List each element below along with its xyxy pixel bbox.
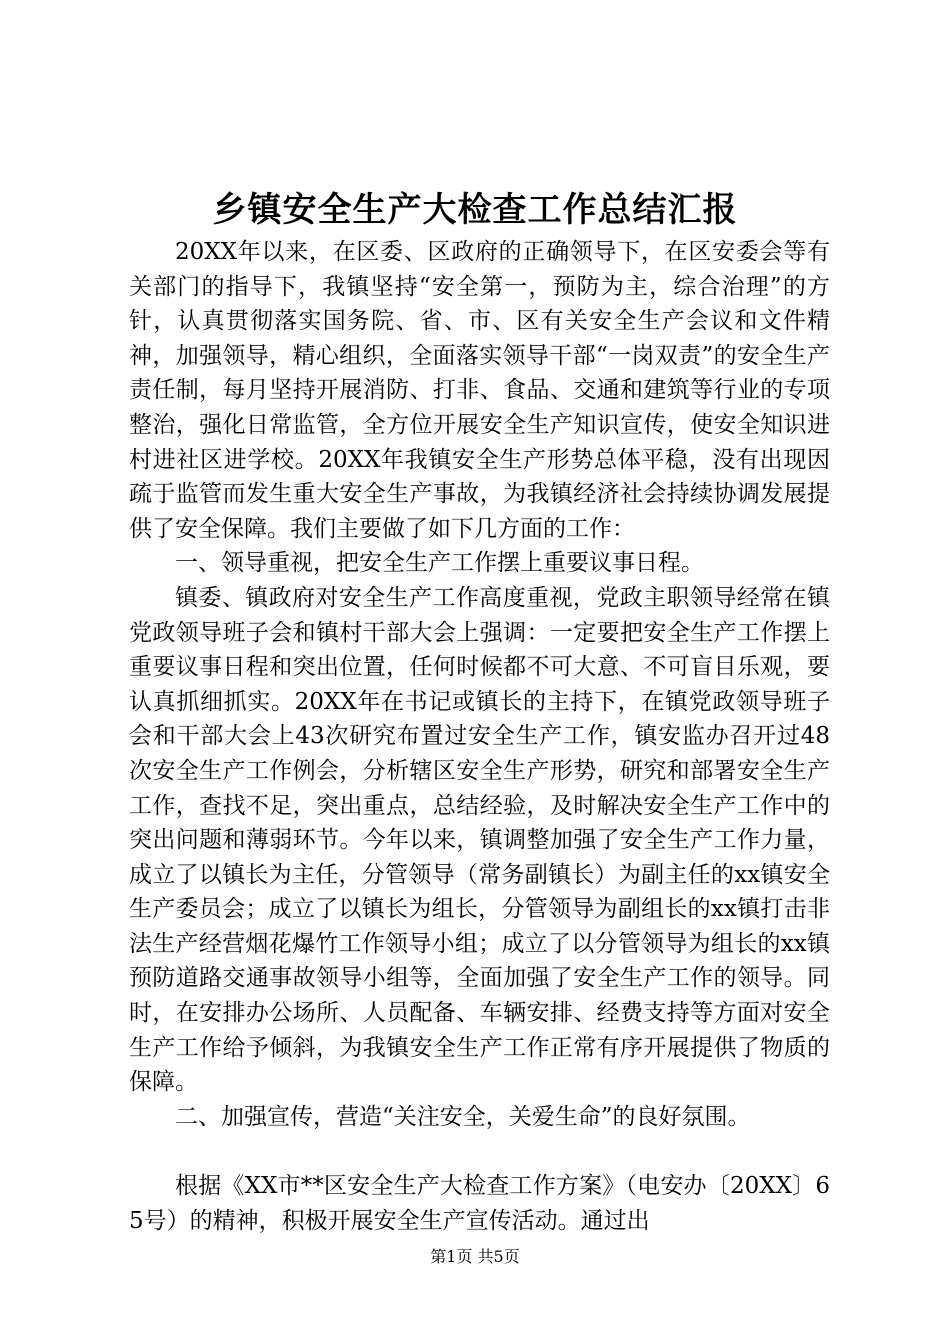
document-title: 乡镇安全生产大检查工作总结汇报 xyxy=(212,190,738,230)
page-number-footer: 第1页 共5页 xyxy=(430,1247,520,1266)
paragraph-section-2: 根据《XX市**区安全生产大检查工作方案》（电安办〔20XX〕65号）的精神，积极开展安全生产宣传活动。通过出 xyxy=(129,1173,830,1235)
section-heading-1: 一、领导重视，把安全生产工作摆上重要议事日程。 xyxy=(175,550,704,577)
section-heading-2: 二、加强宣传，营造“关注安全，关爱生命”的良好氛围。 xyxy=(175,1103,751,1130)
paragraph-section-1: 镇委、镇政府对安全生产工作高度重视，党政主职领导经常在镇党政领导班子会和镇村干部大会上强调：一定要把安全生产工作摆上重要议事日程和突出位置，任何时候都不可大意、不可盲目乐观，要认真抓细抓实。20XX年在书记或镇长的主持下，在镇党政领导班子会和干部大会上43次研究布置过安全生产工作，镇安监办召开过48次安全生产工作例会，分析辖区安全生产形势，研究和部署安全生产工作，查找不足，突出重点，总结经验，及时解决安全生产工作中的突出问题和薄弱环节。今年以来，镇调整加强了安全生产工作力量，成立了以镇长为主任，分管领导（常务副镇长）为副主任的xx镇安全生产委员会；成立了以镇长为组长，分管领导为副组长的xx镇打击非法生产经营烟花爆竹工作领导小组；成立了以分管领导为组长的xx镇预防道路交通事故领导小组等，全面加强了安全生产工作的领导。同时，在安排办公场所、人员配备、车辆安排、经费支持等方面对安全生产工作给予倾斜，为我镇安全生产工作正常有序开展提供了物质的保障。 xyxy=(129,584,830,1096)
paragraph-intro: 20XX年以来，在区委、区政府的正确领导下，在区安委会等有关部门的指导下，我镇坚持“安全第一，预防为主，综合治理”的方针，认真贯彻落实国务院、省、市、区有关安全生产会议和文件精神，加强领导，精心组织，全面落实领导干部“一岗双责”的安全生产责任制，每月坚持开展消防、打非、食品、交通和建筑等行业的专项整治，强化日常监管，全方位开展安全生产知识宣传，使安全知识进村进社区进学校。20XX年我镇安全生产形势总体平稳，没有出现因疏于监管而发生重大安全生产事故，为我镇经济社会持续协调发展提供了安全保障。我们主要做了如下几方面的工作： xyxy=(129,239,830,542)
document-body xyxy=(129,235,830,1239)
